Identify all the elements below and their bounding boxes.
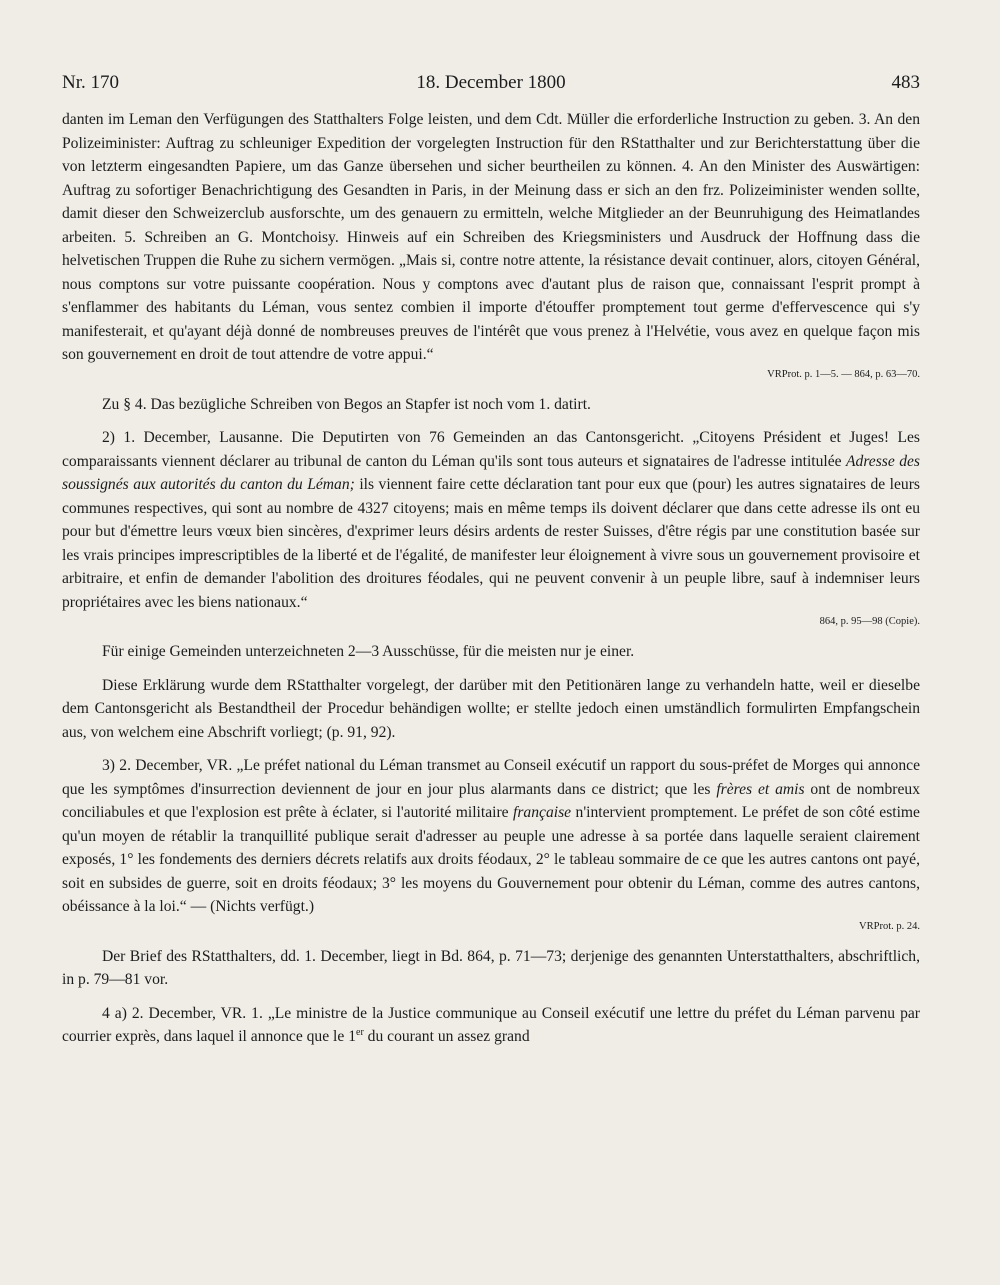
reference-2: 864, p. 95—98 (Copie).: [819, 616, 920, 627]
paragraph-3: [62, 426, 920, 614]
paragraph-6: [62, 754, 920, 919]
page-header: [62, 72, 920, 98]
paragraph-3-italic: Adresse des soussignés aux autorités du canton du Léman;: [62, 452, 920, 493]
paragraph-6-text-c: n'intervient promptement. Le préfet de son côté estime qu'un moyen de rétablir la tranquillité publique serait d'adresser au peuple une adresse à sa portée dans laquelle seraient clairement exposés, 1° les fondements des derniers décrets relatifs aux droits féodaux, 2° le tableau sommaire de ce que les autres cantons ont payé, soit en subsides de guerre, soit en droits féodaux; 3° les moyens du Gouvernement pour obtenir du Léman, comme des autres cantons, obéissance à la loi.“ — (Nichts verfügt.): [62, 804, 920, 915]
paragraph-3-text-a: 2) 1. December, Lausanne. Die Deputirten von 76 Gemeinden an das Cantonsgericht. „Citoyens Président et Juges! Les comparaissants viennent déclarer au tribunal de canton du Léman qu'ils sont tous auteurs et signataires de l'adresse intitulée: [62, 429, 920, 470]
paragraph-1-text: danten im Leman den Verfügungen des Statthalters Folge leisten, und dem Cdt. Müller die erforderliche Instruction zu geben. 3. An den Polizeiminister: Auftrag zu schleuniger Expedition der vorgelegten Instruction für den RStatthalter und zur Berichterstattung über die von letzterm eingesandten Papiere, um das Ganze übersehen und sicher beurtheilen zu können. 4. An den Minister des Auswärtigen: Auftrag zu sofortiger Benachrichtigung des Gesandten in Paris, in der Meinung dass er sich an den frz. Polizeiminister wenden sollte, damit dieser den Schweizerclub ausforschte, um des genauern zu ermitteln, welche Mitglieder an der Beunruhigung des Heimatlandes arbeiten. 5. Schreiben an G. Montchoisy. Hinweis auf ein Schreiben des Kriegsministers und Ausdruck der Hoffnung dass die helvetischen Truppen die Ruhe zu sichern vermögen. „Mais si, contre notre attente, la résistance devait continuer, alors, citoyen Général, nous comptons sur votre puissante coopération. Nous y comptons avec d'autant plus de raison que, connaissant l'esprit prompt à s'enflammer des habitants du Léman, vous sentez combien il importe d'étouffer promptement tout germe d'effervescence qui s'y manifesterait, et qu'ayant déjà donné de nombreuses preuves de l'intérêt que vous prenez à l'Helvétie, vous avez en quelque façon mis son gouvernement en droit de tout attendre de votre appui.“: [62, 111, 920, 363]
paragraph-8-text-a: 4 a) 2. December, VR. 1. „Le ministre de la Justice communique au Conseil exécutif une lettre du préfet du Léman parvenu par courrier exprès, dans laquel il annonce que le 1: [62, 1004, 920, 1045]
paragraph-8: [62, 1002, 920, 1049]
paragraph-6-text-a: 3) 2. December, VR. „Le préfet national du Léman transmet au Conseil exécutif un rapport du sous-préfet de Morges qui annonce que les symptômes d'insurrection deviennent de jour en jour plus alarmants dans ce district; que les: [62, 757, 920, 798]
paragraph-8-superscript: er: [356, 1026, 364, 1038]
reference-1: VRProt. p. 1—5. — 864, p. 63—70.: [767, 368, 920, 380]
document-body: [62, 108, 920, 1049]
paragraph-6-text-b: ont de nombreux conciliabules et que l'explosion est prête à éclater, si l'autorité militaire: [62, 780, 920, 821]
header-date: 18. December 1800: [416, 72, 566, 93]
page-number: 483: [891, 72, 920, 93]
paragraph-6-italic-2: française: [513, 804, 572, 821]
paragraph-7: Der Brief des RStatthalters, dd. 1. December, liegt in Bd. 864, p. 71—73; derjenige des genannten Unterstatthalters, abschriftlich, in p. 79—81 vor.: [62, 947, 920, 988]
paragraph-5: Diese Erklärung wurde dem RStatthalter vorgelegt, der darüber mit den Petitionären lange zu verhandeln hatte, weil er dieselbe dem Cantonsgericht als Bestandtheil der Procedur behändigen wollte; er stellte jedoch einen umständlich formulirten Empfangschein aus, von welchem eine Abschrift vorliegt; (p. 91, 92).: [62, 676, 920, 741]
paragraph-1: [62, 108, 920, 367]
paragraph-8-text-b: du courant un assez grand: [363, 1028, 530, 1045]
reference-3: VRProt. p. 24.: [859, 920, 920, 932]
paragraph-2: Zu § 4. Das bezügliche Schreiben von Begos an Stapfer ist noch vom 1. datirt.: [102, 395, 591, 413]
paragraph-3-text-b: ils viennent faire cette déclaration tant pour eux que (pour) les autres signataires de leurs communes respectives, qui sont au nombre de 4327 citoyens; mais en même temps ils doivent déclarer que dans cette adresse ils ont eu pour but d'émettre leurs vœux bien sincères, d'exprimer leurs désirs ardents de rester Suisses, d'être régis par une constitution basée sur les vrais principes imprescriptibles de la liberté et de l'égalité, de manifester leur éloignement à vivre sous un gouvernement provisoire et arbitraire, et enfin de demander l'abolition des droitures féodales, qui ne peuvent convenir à un peuple libre, sauf à indemniser leurs propriétaires avec les biens nationaux.“: [62, 476, 920, 611]
paragraph-6-italic-1: frères et amis: [716, 780, 805, 798]
paragraph-4: Für einige Gemeinden unterzeichneten 2—3 Ausschüsse, für die meisten nur je einer.: [102, 643, 635, 660]
document-number: Nr. 170: [62, 72, 119, 93]
